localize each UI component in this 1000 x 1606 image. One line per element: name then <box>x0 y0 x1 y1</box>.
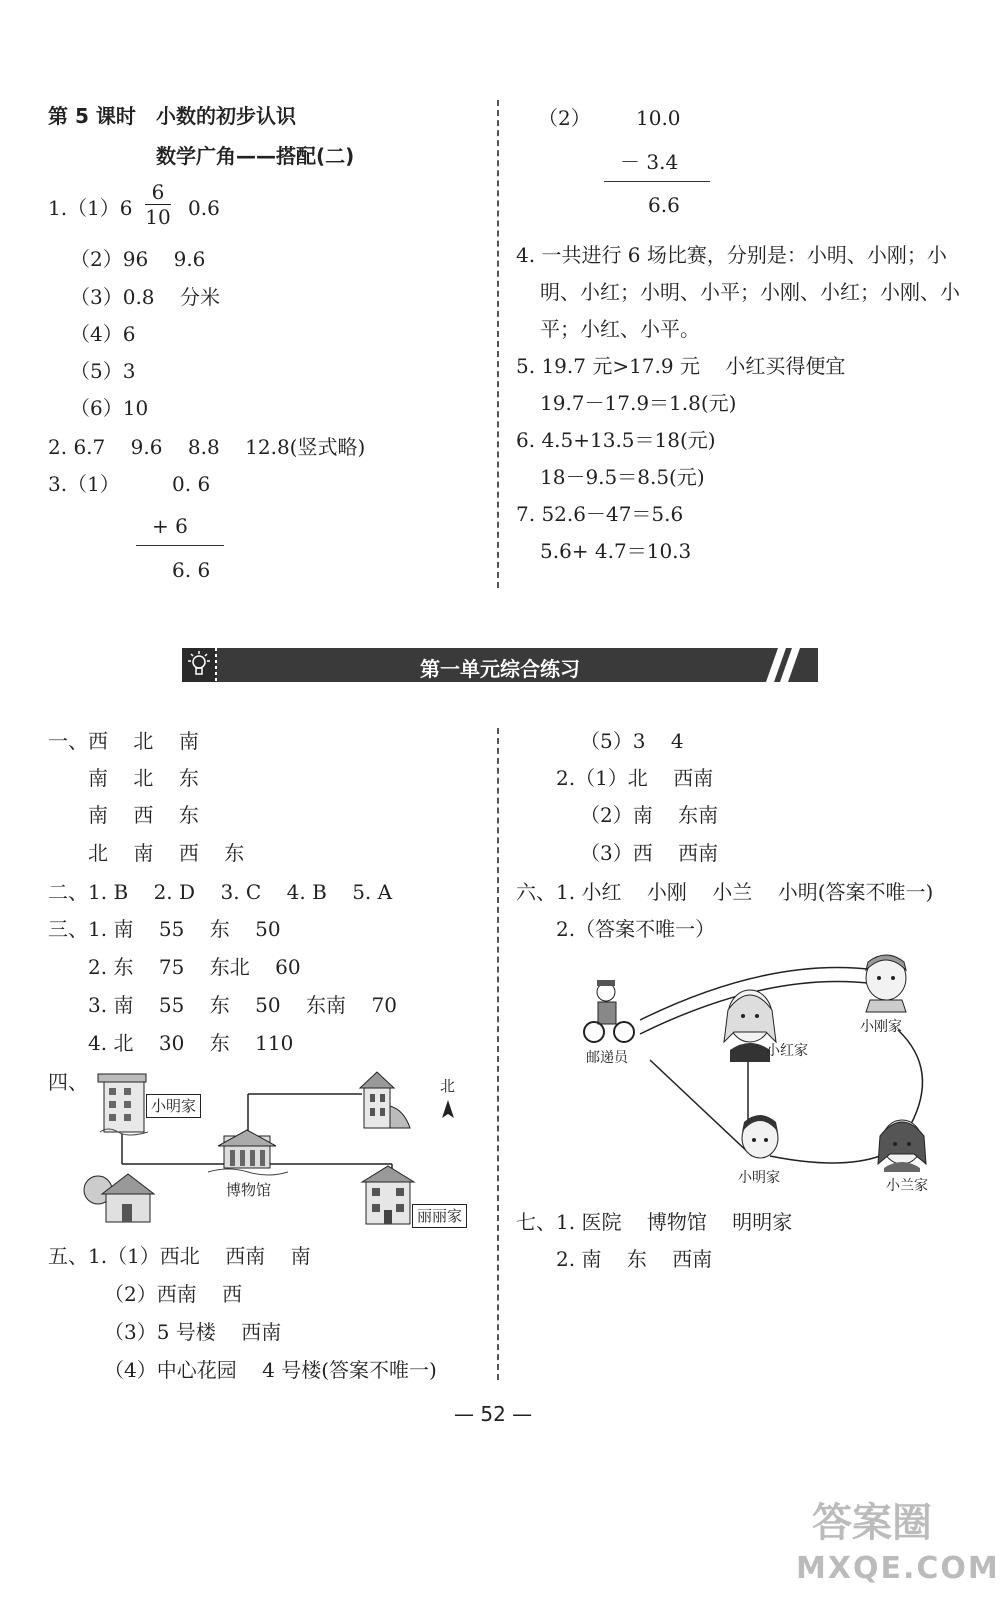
answer-1-5: （5）3 <box>70 359 136 383</box>
answer-4-line1: 4. 一共进行 6 场比赛，分别是：小明、小刚；小 <box>516 243 947 267</box>
answer-r2: 2.（1）北 西南 <box>556 766 714 790</box>
label-xiaohong-home: 小红家 <box>766 1043 808 1059</box>
vertical-calc-result: 6. 6 <box>172 558 211 582</box>
column-divider <box>497 100 499 588</box>
vertical-calc-2-operand: － 3.4 <box>620 150 679 174</box>
museum-icon <box>208 1130 288 1175</box>
section-1-line1: 一、西 北 南 <box>48 729 199 753</box>
vertical-calc-line <box>136 545 224 546</box>
answer-1-2: （2）96 9.6 <box>70 247 206 271</box>
vertical-calc-2-line <box>604 181 710 182</box>
map-label-north: 北 <box>440 1077 456 1095</box>
north-arrow-icon <box>442 1100 454 1118</box>
section-1-line2: 南 北 东 <box>88 766 199 790</box>
section-banner <box>182 648 818 682</box>
label-xiaogang-home: 小刚家 <box>860 1019 902 1035</box>
answer-1-1-decimal: 0.6 <box>188 196 220 220</box>
section-3-line3: 3. 南 55 东 50 东南 70 <box>88 993 397 1017</box>
map-label-museum: 博物馆 <box>226 1181 272 1199</box>
section-5-line3: （3）5 号楼 西南 <box>104 1320 282 1344</box>
section-5-line1: 五、1.（1）西北 西南 南 <box>48 1244 311 1268</box>
lesson-number: 第 5 课时 <box>48 104 136 128</box>
answer-1-1: 1.（1）6 <box>48 196 133 220</box>
label-xiaoming-home: 小明家 <box>738 1170 780 1186</box>
answer-7-line2: 5.6+ 4.7＝10.3 <box>540 539 692 563</box>
answer-4-line3: 平；小红、小平。 <box>540 317 700 341</box>
house-icon <box>84 1174 154 1222</box>
answer-6-line1: 6. 4.5+13.5＝18(元) <box>516 428 716 452</box>
answer-r4: （3）西 西南 <box>580 841 719 865</box>
building-icon <box>98 1074 148 1135</box>
label-xiaolan-home: 小兰家 <box>886 1178 928 1194</box>
page-number: — 52 — <box>454 1402 533 1426</box>
answer-5-line1: 5. 19.7 元>17.9 元 小红买得便宜 <box>516 354 846 378</box>
answer-4-line2: 明、小红；小明、小平；小刚、小红；小刚、小 <box>540 280 960 304</box>
map-label-xiaoming-home: 小明家 <box>146 1094 201 1118</box>
watermark-url: MXQE.COM <box>796 1551 1000 1586</box>
lili-house-icon <box>362 1166 414 1224</box>
vertical-calc-2-top: 10.0 <box>636 106 681 130</box>
lesson-subtitle: 数学广角——搭配(二) <box>156 144 355 168</box>
section-3-line2: 2. 东 75 东北 60 <box>88 955 301 979</box>
section-1-line4: 北 南 西 东 <box>88 841 245 865</box>
boy-xiaoming-icon <box>742 1115 778 1158</box>
answer-5-line2: 19.7－17.9＝1.8(元) <box>540 391 737 415</box>
answer-7-line1: 7. 52.6－47＝5.6 <box>516 502 684 526</box>
answer-r3: （2）南 东南 <box>580 803 719 827</box>
section-1-line3: 南 西 东 <box>88 803 199 827</box>
answer-r1: （5）3 4 <box>580 729 684 753</box>
column-divider-bottom <box>497 728 499 1380</box>
section-5-line2: （2）西南 西 <box>104 1282 243 1306</box>
map-label-lili-home: 丽丽家 <box>412 1204 467 1228</box>
vertical-calc-top: 0. 6 <box>172 472 211 496</box>
section-5-line4: （4）中心花园 4 号楼(答案不唯一) <box>104 1358 437 1382</box>
fraction-denominator: 10 <box>145 205 171 229</box>
tower-icon <box>360 1072 410 1128</box>
fraction <box>143 180 173 229</box>
banner-title: 第一单元综合练习 <box>420 657 580 681</box>
section-2: 二、1. B 2. D 3. C 4. B 5. A <box>48 880 393 904</box>
section-6-line1: 六、1. 小红 小刚 小兰 小明(答案不唯一) <box>516 880 934 904</box>
boy-xiaogang-icon <box>866 955 906 1012</box>
route-diagram <box>580 950 960 1200</box>
section-4-label: 四、 <box>48 1070 88 1094</box>
section-6-line2: 2.（答案不唯一） <box>556 917 716 941</box>
watermark-logo: 答案圈 <box>812 1500 932 1546</box>
girl-xiaolan-icon <box>878 1120 926 1172</box>
answer-6-line2: 18－9.5＝8.5(元) <box>540 465 705 489</box>
answer-1-4: （4）6 <box>70 322 136 346</box>
section-3-line4: 4. 北 30 东 110 <box>88 1031 294 1055</box>
vertical-calc-operand: + 6 <box>152 514 188 538</box>
answer-3-2-label: （2） <box>538 106 591 130</box>
section-7-line2: 2. 南 东 西南 <box>556 1247 713 1271</box>
answer-2: 2. 6.7 9.6 8.8 12.8(竖式略) <box>48 435 366 459</box>
vertical-calc-2-result: 6.6 <box>648 193 680 217</box>
answer-1-3: （3）0.8 分米 <box>70 285 220 309</box>
section-3-line1: 三、1. 南 55 东 50 <box>48 917 281 941</box>
fraction-numerator: 6 <box>151 180 165 204</box>
lesson-title: 小数的初步认识 <box>156 104 296 128</box>
section-7-line1: 七、1. 医院 博物馆 明明家 <box>516 1210 793 1234</box>
answer-1-6: （6）10 <box>70 396 149 420</box>
answer-3-label: 3.（1） <box>48 472 120 496</box>
postman-icon <box>584 980 634 1042</box>
label-postman: 邮递员 <box>586 1050 628 1066</box>
